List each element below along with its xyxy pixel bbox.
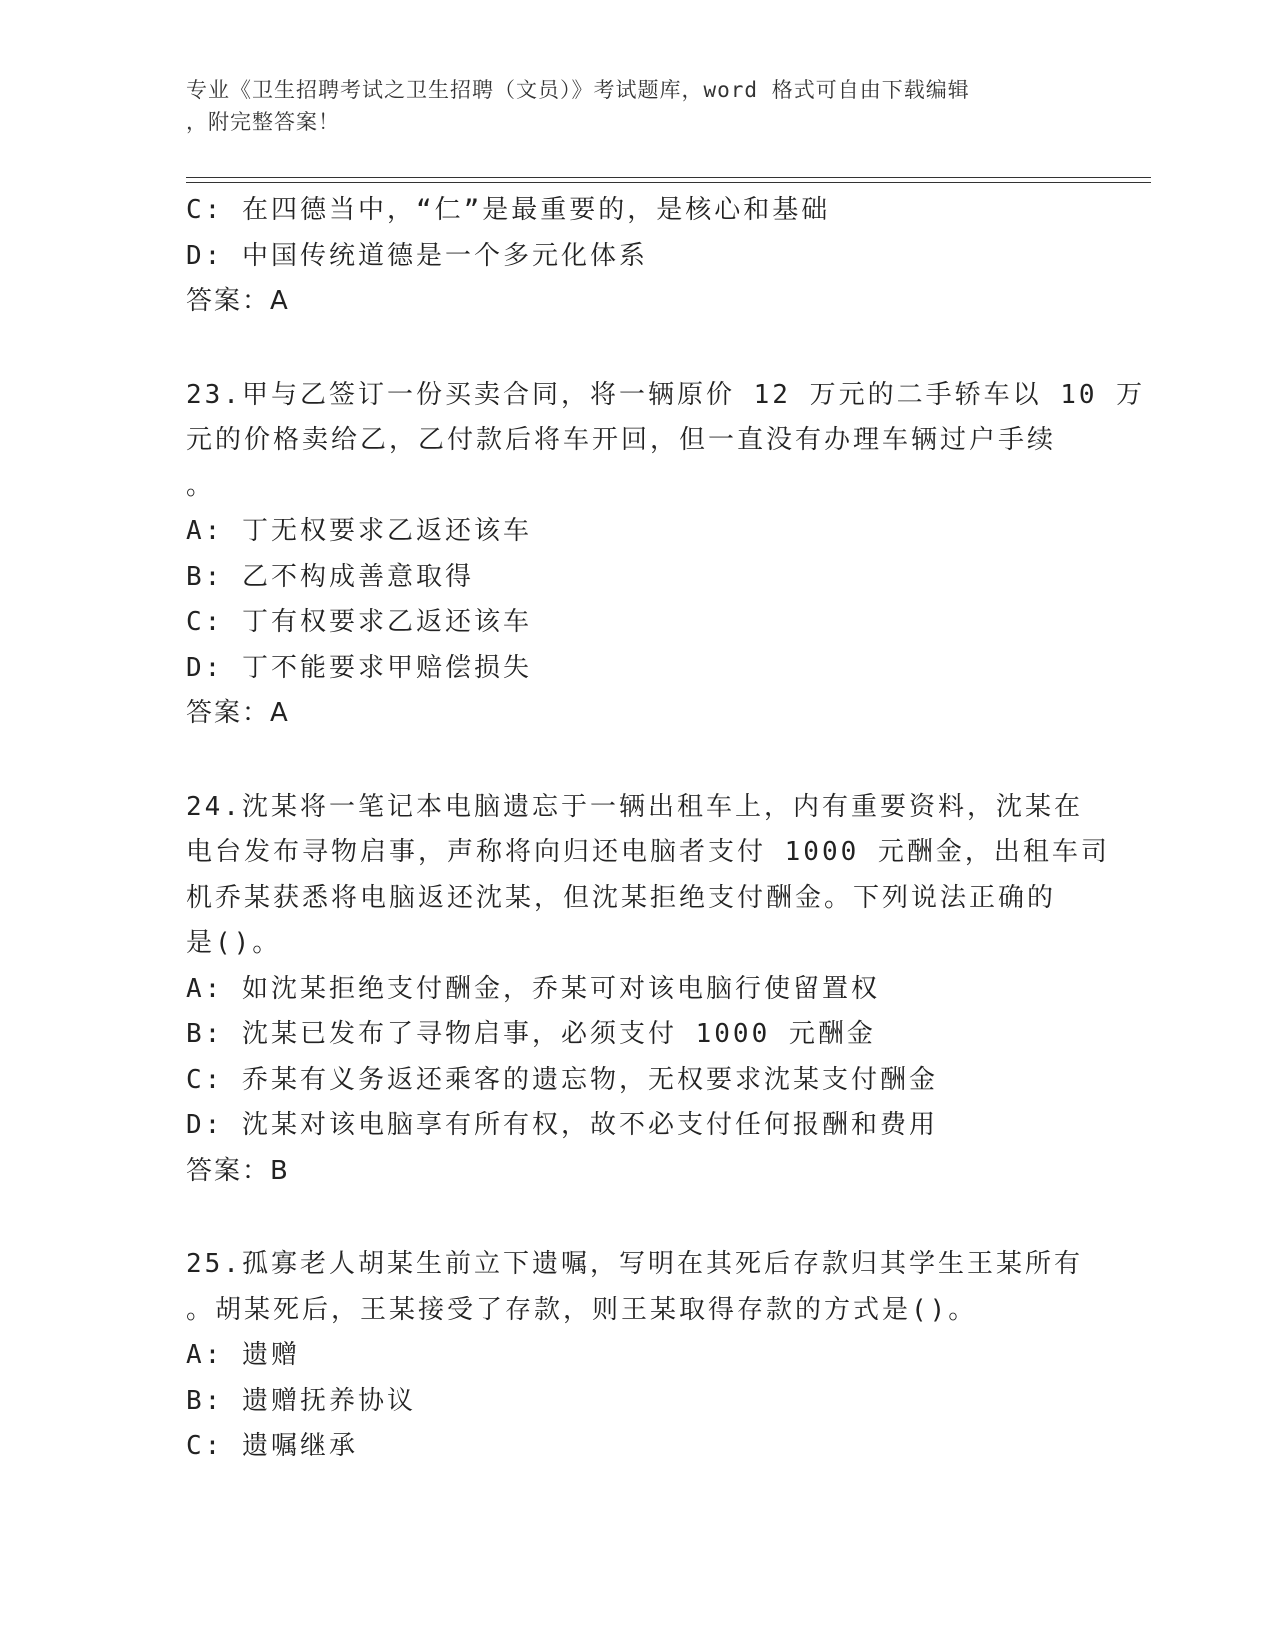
header-line-2: ，附完整答案！ [186, 110, 340, 134]
option-d: D: 丁不能要求甲赔偿损失 [186, 652, 532, 683]
answer: 答案：B [186, 1155, 290, 1186]
option-a: A: 如沈某拒绝支付酬金，乔某可对该电脑行使留置权 [186, 973, 880, 1004]
question-25 [186, 1242, 1083, 1470]
option-d: D: 沈某对该电脑享有所有权，故不必支付任何报酬和费用 [186, 1110, 938, 1140]
answer: 答案：A [186, 286, 290, 316]
question-text-line: 元的价格卖给乙，乙付款后将车开回，但一直没有办理车辆过户手续 [186, 425, 1057, 455]
option-a: A: 遗赠 [186, 1340, 300, 1370]
answer: 答案：A [186, 698, 290, 728]
option-b: B: 遗赠抚养协议 [186, 1385, 416, 1416]
question-content [186, 188, 1146, 1470]
option-c: C: 丁有权要求乙返还该车 [186, 607, 532, 637]
question-text-line: 23.甲与乙签订一份买卖合同，将一辆原价 12 万元的二手轿车以 10 万 [186, 379, 1146, 410]
header-line-1: 专业《卫生招聘考试之卫生招聘（文员）》考试题库，word 格式可自由下载编辑 [186, 78, 970, 102]
question-text-line: 24.沈某将一笔记本电脑遗忘于一辆出租车上，内有重要资料，沈某在 [186, 791, 1083, 822]
option-c: C: 在四德当中，“仁”是最重要的，是核心和基础 [186, 195, 831, 225]
option-b: B: 乙不构成善意取得 [186, 561, 474, 592]
option-d: D: 中国传统道德是一个多元化体系 [186, 240, 648, 271]
question-24 [186, 785, 1110, 1195]
option-b: B: 沈某已发布了寻物启事，必须支付 1000 元酬金 [186, 1019, 876, 1049]
question-text-line: 。胡某死后，王某接受了存款，则王某取得存款的方式是()。 [186, 1294, 978, 1325]
question-text-line: 是()。 [186, 928, 282, 958]
option-c: C: 遗嘱继承 [186, 1431, 358, 1461]
option-c: C: 乔某有义务返还乘客的遗忘物，无权要求沈某支付酬金 [186, 1064, 938, 1095]
question-22 [186, 188, 1066, 325]
page-header [186, 74, 1066, 138]
question-23 [186, 373, 1146, 737]
question-text-line: 25.孤寡老人胡某生前立下遗嘱，写明在其死后存款归其学生王某所有 [186, 1249, 1083, 1279]
question-text-line: 机乔某获悉将电脑返还沈某，但沈某拒绝支付酬金。下列说法正确的 [186, 882, 1057, 913]
question-text-line: 电台发布寻物启事，声称将向归还电脑者支付 1000 元酬金，出租车司 [186, 837, 1110, 867]
question-text-line: 。 [186, 470, 216, 501]
option-a: A: 丁无权要求乙返还该车 [186, 516, 532, 546]
spacer [186, 325, 1066, 373]
spacer [186, 737, 1066, 785]
header-divider-top [186, 177, 1151, 178]
spacer [186, 1194, 1066, 1242]
header-divider-bottom [186, 182, 1151, 183]
